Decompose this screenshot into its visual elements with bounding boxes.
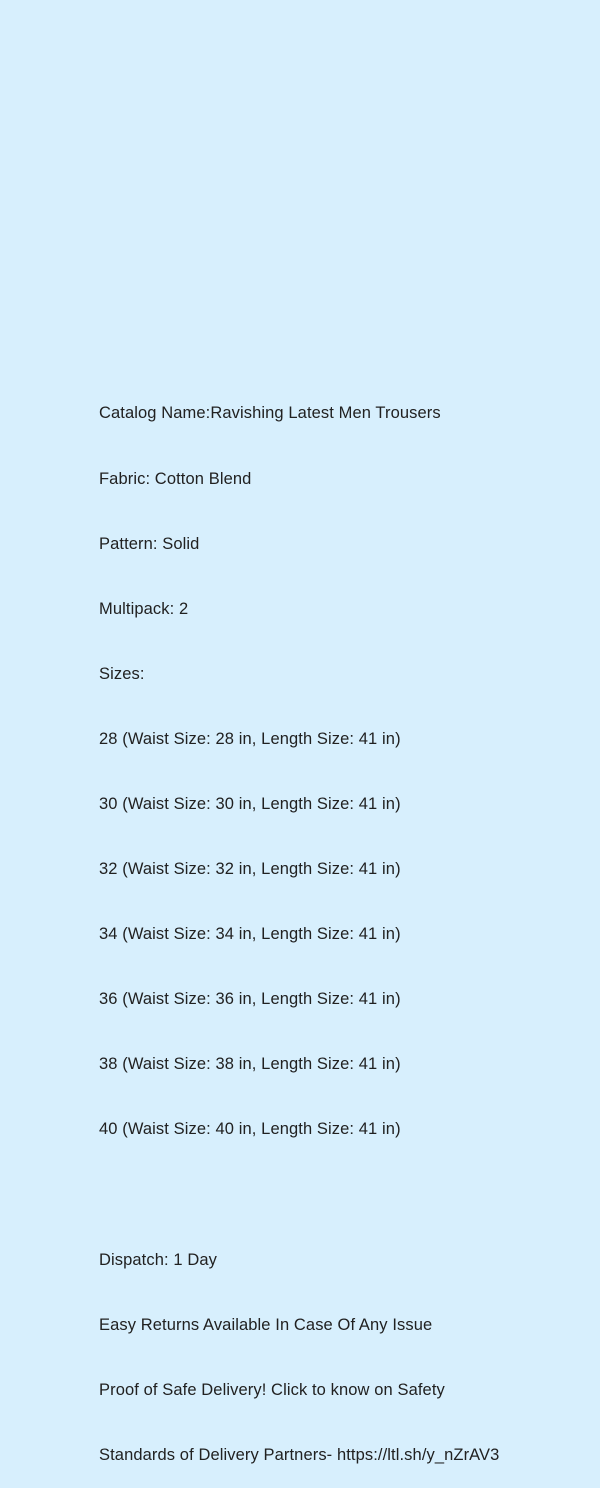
- size-option: 30 (Waist Size: 30 in, Length Size: 41 in): [99, 794, 401, 813]
- size-option: 38 (Waist Size: 38 in, Length Size: 41 in): [99, 1055, 401, 1074]
- fabric-line: Fabric: Cotton Blend: [99, 469, 252, 488]
- sizes-heading: Sizes:: [99, 664, 145, 683]
- size-option: 36 (Waist Size: 36 in, Length Size: 41 in): [99, 990, 401, 1009]
- multipack-line: Multipack: 2: [99, 599, 189, 618]
- size-option: 28 (Waist Size: 28 in, Length Size: 41 in): [99, 729, 401, 748]
- delivery-safety-line-1: Proof of Safe Delivery! Click to know on Safety: [99, 1380, 445, 1399]
- catalog-details-block: [99, 360, 559, 1488]
- spacer-line: [99, 1185, 559, 1207]
- size-option: 34 (Waist Size: 34 in, Length Size: 41 in): [99, 925, 401, 944]
- returns-line: Easy Returns Available In Case Of Any Issue: [99, 1315, 433, 1334]
- size-option: 32 (Waist Size: 32 in, Length Size: 41 in): [99, 860, 401, 879]
- size-option: 40 (Waist Size: 40 in, Length Size: 41 in): [99, 1120, 401, 1139]
- catalog-name-line: Catalog Name:Ravishing Latest Men Trousers: [99, 404, 441, 423]
- delivery-safety-line-2: Standards of Delivery Partners- https://ltl.sh/y_nZrAV3: [99, 1445, 500, 1464]
- pattern-line: Pattern: Solid: [99, 534, 200, 553]
- dispatch-line: Dispatch: 1 Day: [99, 1250, 217, 1269]
